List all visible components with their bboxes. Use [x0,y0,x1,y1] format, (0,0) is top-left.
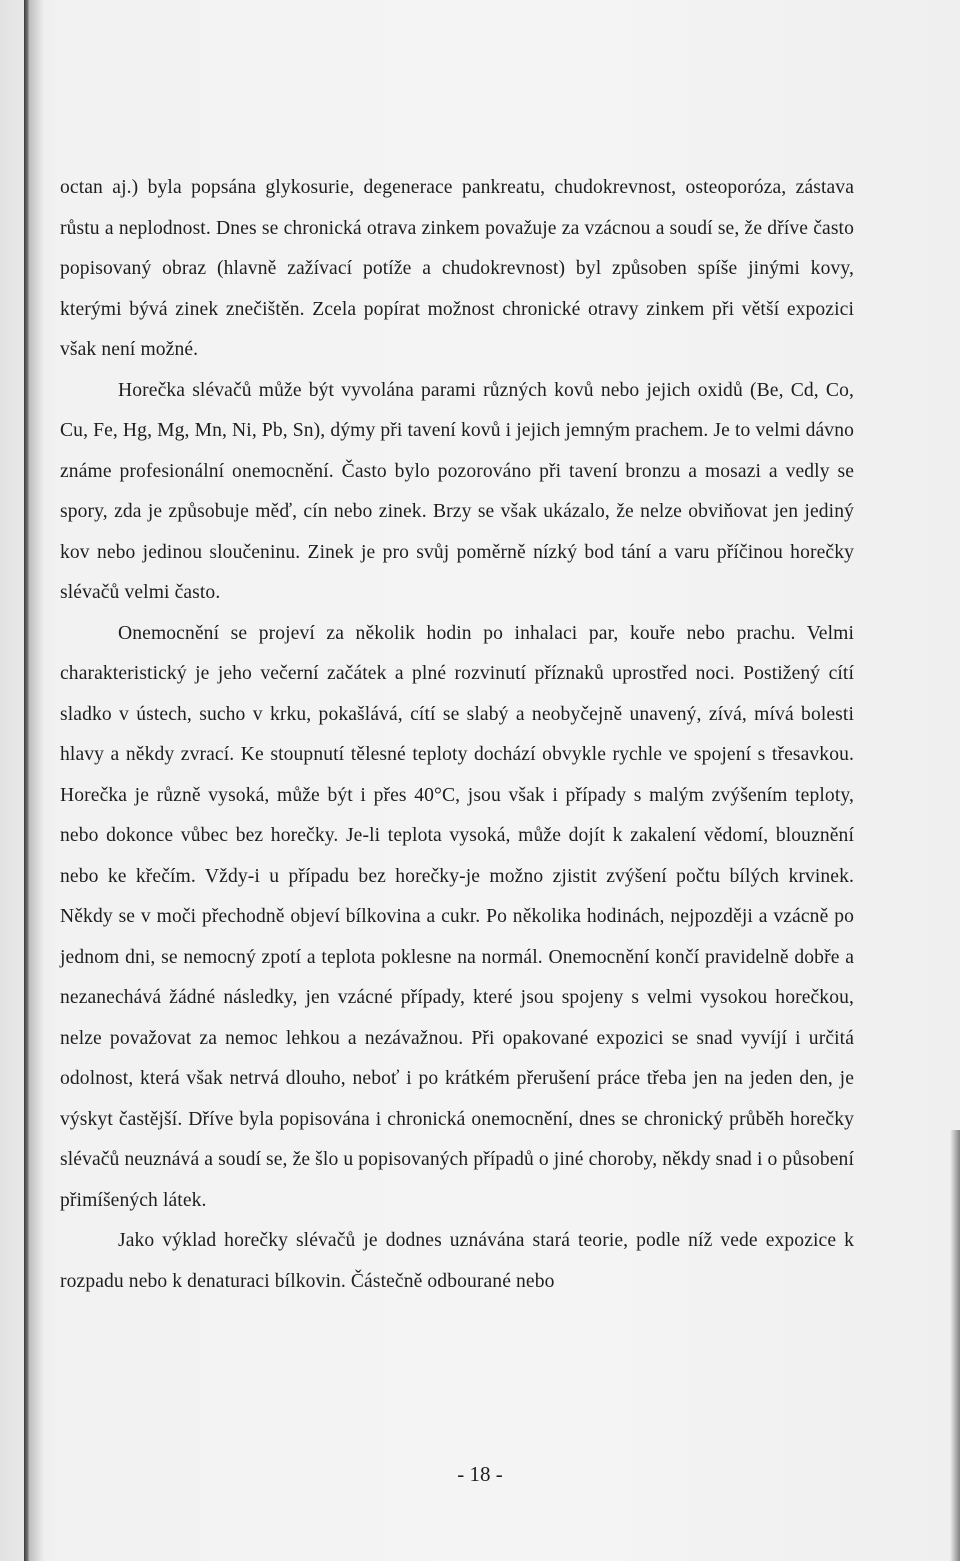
binding-shadow [30,0,44,1561]
paragraph-foundry-fever-causes: Horečka slévačů může být vyvolána parami různých kovů nebo jejich oxidů (Be, Cd, Co, Cu, Fe, Hg, Mg, Mn, Ni, Pb, Sn), dýmy při tavení kovů i jejich jemným prachem. Je to velmi dávno známe profesionální onemocnění. Často bylo pozorováno při tavení bronzu a mosazi a vedly se spory, zda je způsobuje měď, cín nebo zinek. Brzy se však ukázalo, že nelze obviňovat jen jediný kov nebo jedinou sloučeninu. Zinek je pro svůj poměrně nízký bod tání a varu příčinou horečky slévačů velmi často. [60,379,854,603]
paragraph-symptoms: Onemocnění se projeví za několik hodin po inhalaci par, kouře nebo prachu. Velmi charakteristický je jeho večerní začátek a plné rozvinutí příznaků uprostřed noci. Postižený cítí sladko v ústech, sucho v krku, pokašlává, cítí se slabý a neobyčejně unavený, zívá, mívá bolesti hlavy a někdy zvrací. Ke stoupnutí tělesné teploty dochází obvykle rychle ve spojení s třesavkou. Horečka je různě vysoká, může být i přes 40°C, jsou však i případy s malým zvýšením teploty, nebo dokonce vůbec bez horečky. Je-li teplota vysoká, může dojít k zakalení vědomí, blouznění nebo ke křečím. Vždy-i u případu bez horečky-je možno zjistit zvýšení počtu bílých krvinek. Někdy se v moči přechodně objeví bílkovina a cukr. Po několika hodinách, nejpozději a vzácně po jednom dni, se nemocný zpotí a teplota poklesne na normál. Onemocnění končí pravidelně dobře a nezanechává žádné následky, jen vzácné případy, které jsou spojeny s velmi vysokou horečkou, nelze považovat za nemoc lehkou a nezávažnou. Při opakované expozici se snad vyvíjí i určitá odolnost, která však netrvá dlouho, neboť i po krátkém přerušení práce třeba jen na jeden den, je výskyt častější. Dříve byla popisována i chronická onemocnění, dnes se chronický průběh horečky slévačů neuznává a soudí se, že šlo u popisovaných případů o jiné choroby, někdy snad i o působení přimíšených látek. [60,622,854,1211]
body-text [60,168,854,1302]
page-edge-shadow [950,1130,960,1561]
paragraph-theory: Jako výklad horečky slévačů je dodnes uznávána stará teorie, podle níž vede expozice k rozpadu nebo k denaturaci bílkovin. Částečně odbourané nebo [60,1230,854,1292]
page-number: - 18 - [457,1462,503,1486]
paragraph-continuation: octan aj.) byla popsána glykosurie, degenerace pankreatu, chudokrevnost, osteoporóza, zástava růstu a neplodnost. Dnes se chronická otrava zinkem považuje za vzácnou a soudí se, že dříve často popisovaný obraz (hlavně zažívací potíže a chudokrevnost) byl způsoben spíše jinými kovy, kterými bývá zinek znečištěn. Zcela popírat možnost chronické otravy zinkem při větší expozici však není možné. [60,177,854,360]
